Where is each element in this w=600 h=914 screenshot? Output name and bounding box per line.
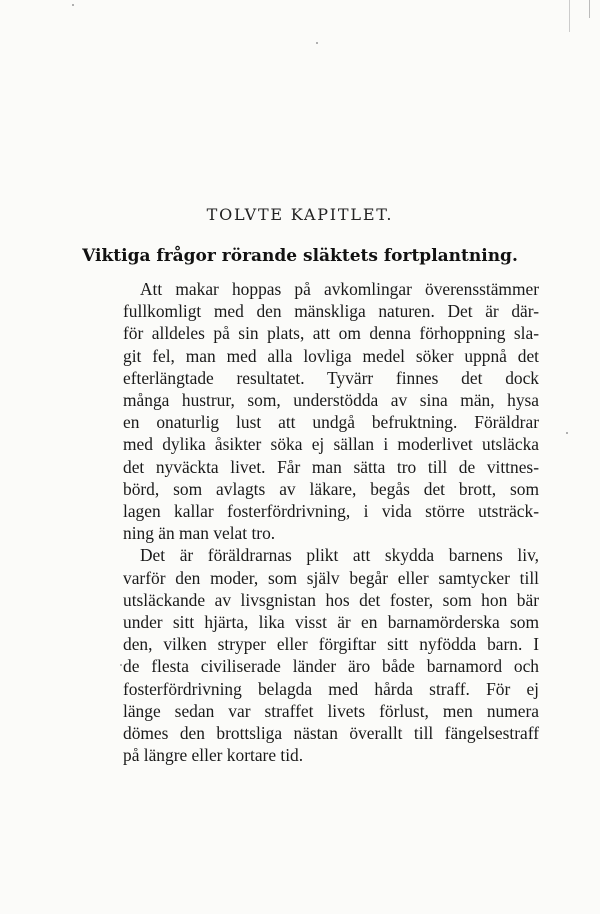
- paragraph: [123, 544, 539, 766]
- text-line: för alldeles på sin plats, att om denna förhoppning sla-: [123, 323, 539, 344]
- chapter-heading: TOLVTE KAPITLET.: [206, 205, 394, 224]
- paper-speck: [316, 42, 318, 44]
- text-line: en onaturlig lust att undgå befruktning. Föräldrar: [123, 412, 539, 433]
- text-line: lagen kallar fosterfördrivning, i vida större utsträck-: [123, 501, 539, 522]
- paragraph: [123, 278, 539, 544]
- paper-speck: [120, 664, 122, 666]
- text-line: Att makar hoppas på avkomlingar överensstämmer: [140, 279, 539, 299]
- text-line: git fel, man med alla lovliga medel söker uppnå det: [123, 345, 539, 366]
- text-line: med dylika åsikter söka ej sällan i moderlivet utsläcka: [123, 434, 539, 455]
- text-line: efterlängtade resultatet. Tyvärr finnes det dock: [123, 367, 539, 388]
- text-line: fosterfördrivning belagda med hårda straff. För ej: [123, 678, 539, 699]
- text-line: den, vilken stryper eller förgiftar sitt nyfödda barn. I: [123, 634, 539, 655]
- text-line: fullkomligt med den mänskliga naturen. Det är där-: [123, 301, 539, 322]
- text-line: under sitt hjärta, lika visst är en barnamörderska som: [123, 612, 539, 633]
- text-line: börd, som avlagts av läkare, begås det brott, som: [123, 478, 539, 499]
- text-line: på längre eller kortare tid.: [123, 745, 304, 766]
- text-line: utsläckande av livsgnistan hos det foster, som hon bär: [123, 589, 539, 610]
- text-line: Det är föräldrarnas plikt att skydda barnens liv,: [140, 545, 539, 566]
- text-line: länge sedan var straffet livets förlust, men numera: [123, 700, 539, 721]
- text-line: dömes den brottsliga nästan överallt till fängelsestraff: [123, 723, 539, 744]
- text-line: de flesta civiliserade länder äro både barnamord och: [123, 656, 539, 677]
- section-title: Viktiga frågor rörande släktets fortplantning.: [82, 246, 518, 266]
- text-line: det nyväckta livet. Får man sätta tro till de vittnes-: [123, 456, 539, 477]
- paper-speck: [566, 432, 568, 434]
- body-text: [123, 278, 539, 766]
- text-line: varför den moder, som själv begår eller samtycker till: [123, 567, 539, 588]
- text-line: många hustrur, som, understödda av sina män, hysa: [123, 390, 539, 411]
- text-line: ning än man velat tro.: [123, 523, 276, 544]
- paper-speck: [72, 4, 74, 6]
- page-edge-mark: [569, 0, 570, 32]
- page-edge-mark: [589, 0, 590, 18]
